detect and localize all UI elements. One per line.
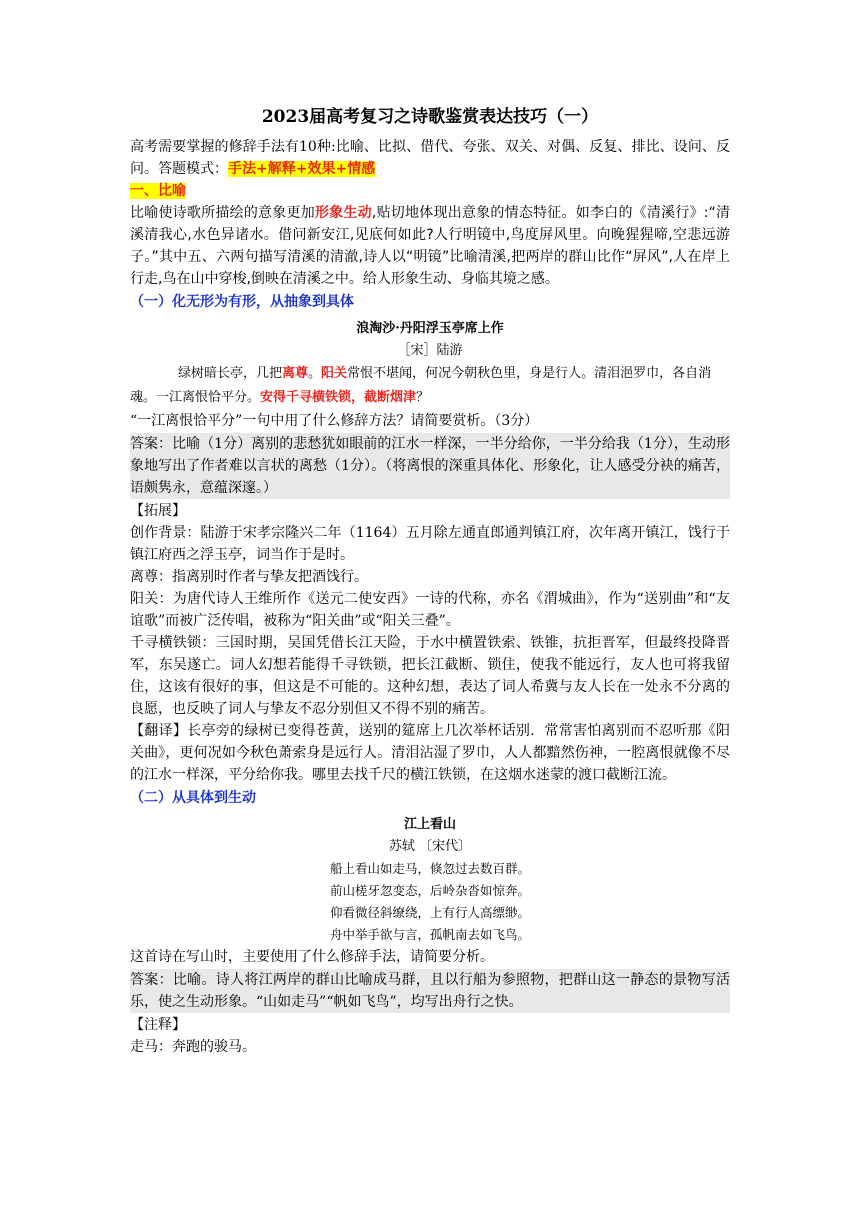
poem1-body bbox=[130, 362, 730, 410]
extension-lizun: 离尊：指离别时作者与挚友把酒饯行。 bbox=[130, 569, 368, 585]
extension-heading: 【拓展】 bbox=[130, 503, 186, 519]
subheading-2: （二）从具体到生动 bbox=[130, 790, 256, 806]
note-zouma: 走马：奔跑的骏马。 bbox=[130, 1039, 256, 1055]
translation-label: 【翻译】 bbox=[130, 723, 188, 739]
section1-emphasis: 形象生动 bbox=[314, 205, 372, 221]
extension-background: 创作背景：陆游于宋孝宗隆兴二年（1164）五月除左通直郎通判镇江府，次年离开镇江，饯行于镇江府西之浮玉亭，词当作于是时。 bbox=[130, 525, 730, 563]
poem1-red-1: 离尊 bbox=[282, 366, 309, 381]
poem1-red-3: 安得千寻横铁锁，截断烟津 bbox=[260, 390, 417, 405]
answer-1: 答案：比喻（1分）离别的悲愁犹如眼前的江水一样深，一半分给你，一半分给我（1分），生动形象地写出了作者难以言状的离愁（1分）。（将离恨的深重具体化、形象化，让人感受分袂的痛苦，语颇隽永，意蕴深邃。） bbox=[130, 433, 730, 499]
document-title: 2023届高考复习之诗歌鉴赏表达技巧（一） bbox=[261, 107, 599, 127]
section1-paragraph bbox=[130, 202, 730, 290]
translation-paragraph bbox=[130, 720, 730, 786]
poem1-red-2: 阳关 bbox=[321, 366, 348, 381]
poem1-text-b: 。 bbox=[308, 366, 322, 381]
poem2-author: 苏轼 〔宋代〕 bbox=[388, 839, 472, 854]
answer-pattern-highlight: 手法+解释+效果+情感 bbox=[228, 161, 376, 177]
poem1-title: 浪淘沙·丹阳浮玉亭席上作 bbox=[356, 321, 504, 336]
extension-tiesuo: 千寻横铁锁：三国时期，吴国凭借长江天险，于水中横置铁索、铁锥，抗拒晋军，但最终投降晋军，东吴遂亡。词人幻想若能得千寻铁锁，把长江截断、锁住，使我不能远行，友人也可将我留住，这该有很好的事，但这是不可能的。这种幻想，表达了词人希冀与友人长在一处永不分离的良愿，也反映了词人与挚友不忍分别但又不得不别的痛苦。 bbox=[130, 635, 730, 717]
translation-text: 长亭旁的绿树已变得苍黄，送别的筵席上几次举杯话别．常常害怕离别而不忍听那《阳关曲》，更何况如今秋色萧索身是远行人。清泪沾湿了罗巾，人人都黯然伤神，一腔离恨就像不尽的江水一样深，平分给你我。哪里去找千尺的横江铁锁，在这烟水迷蒙的渡口截断江流。 bbox=[130, 723, 730, 783]
section1-text-a: 比喻使诗歌所描绘的意象更加 bbox=[130, 205, 315, 221]
subheading-1: （一）化无形为有形，从抽象到具体 bbox=[130, 294, 354, 310]
question-1: “一江离恨恰平分”一句中用了什么修辞方法？请简要赏析。（3分） bbox=[130, 413, 539, 429]
section1-heading: 一、比喻 bbox=[130, 183, 186, 199]
poem2-line: 船上看山如走马，倏忽过去数百群。 bbox=[329, 861, 530, 876]
extension-yangguan: 阳关：为唐代诗人王维所作《送元二使安西》一诗的代称，亦名《渭城曲》，作为“送别曲”和“友谊歌”而被广泛传唱，被称为“阳关曲”或“阳关三叠”。 bbox=[130, 591, 730, 629]
poem1-text-d: ？ bbox=[416, 390, 430, 405]
section1-heading-line bbox=[130, 180, 730, 202]
poem2-title: 江上看山 bbox=[403, 817, 456, 832]
answer-2: 答案：比喻。诗人将江两岸的群山比喻成马群，且以行船为参照物，把群山这一静态的景物写活乐，使之生动形象。“山如走马”“帆如飞鸟”，均写出舟行之快。 bbox=[130, 969, 730, 1013]
intro-text: 高考需要掌握的修辞手法有10种:比喻、比拟、借代、夸张、双关、对偶、反复、排比、设问、反问。答题模式： bbox=[130, 139, 730, 177]
poem1-text-a: 绿树暗长亭，几把 bbox=[178, 366, 283, 381]
section1-text-b: ,贴切地体现出意象的情态特征。如李白的《清溪行》:“清溪清我心,水色异诸水。借问新安江,见底何如此?人行明镜中,鸟度屏风里。向晚猩猩啼,空悲远游子。”其中五、六两句描写清溪的清澈,诗人以“明镜”比喻清溪,把两岸的群山比作“屏风”,人在岸上行走,鸟在山中穿梭,倒映在清溪之中。给人形象生动、身临其境之感。 bbox=[130, 205, 731, 287]
intro-paragraph bbox=[130, 136, 730, 180]
poem2-line: 仰看微径斜缭绕，上有行人高缥缈。 bbox=[329, 905, 530, 920]
note-heading: 【注释】 bbox=[130, 1017, 186, 1033]
poem2-line: 舟中举手欲与言，孤帆南去如飞鸟。 bbox=[329, 927, 530, 942]
poem2-line: 前山槎牙忽变态，后岭杂沓如惊奔。 bbox=[329, 883, 530, 898]
poem1-author: ［宋］陆游 bbox=[397, 343, 463, 358]
poem1-text-c: 常恨不堪闻，何况今朝秋色里，身是行人。清泪浥罗巾，各自消魂。一江离恨恰平分。 bbox=[130, 366, 712, 405]
question-2: 这首诗在写山时，主要使用了什么修辞手法，请简要分析。 bbox=[130, 949, 494, 965]
